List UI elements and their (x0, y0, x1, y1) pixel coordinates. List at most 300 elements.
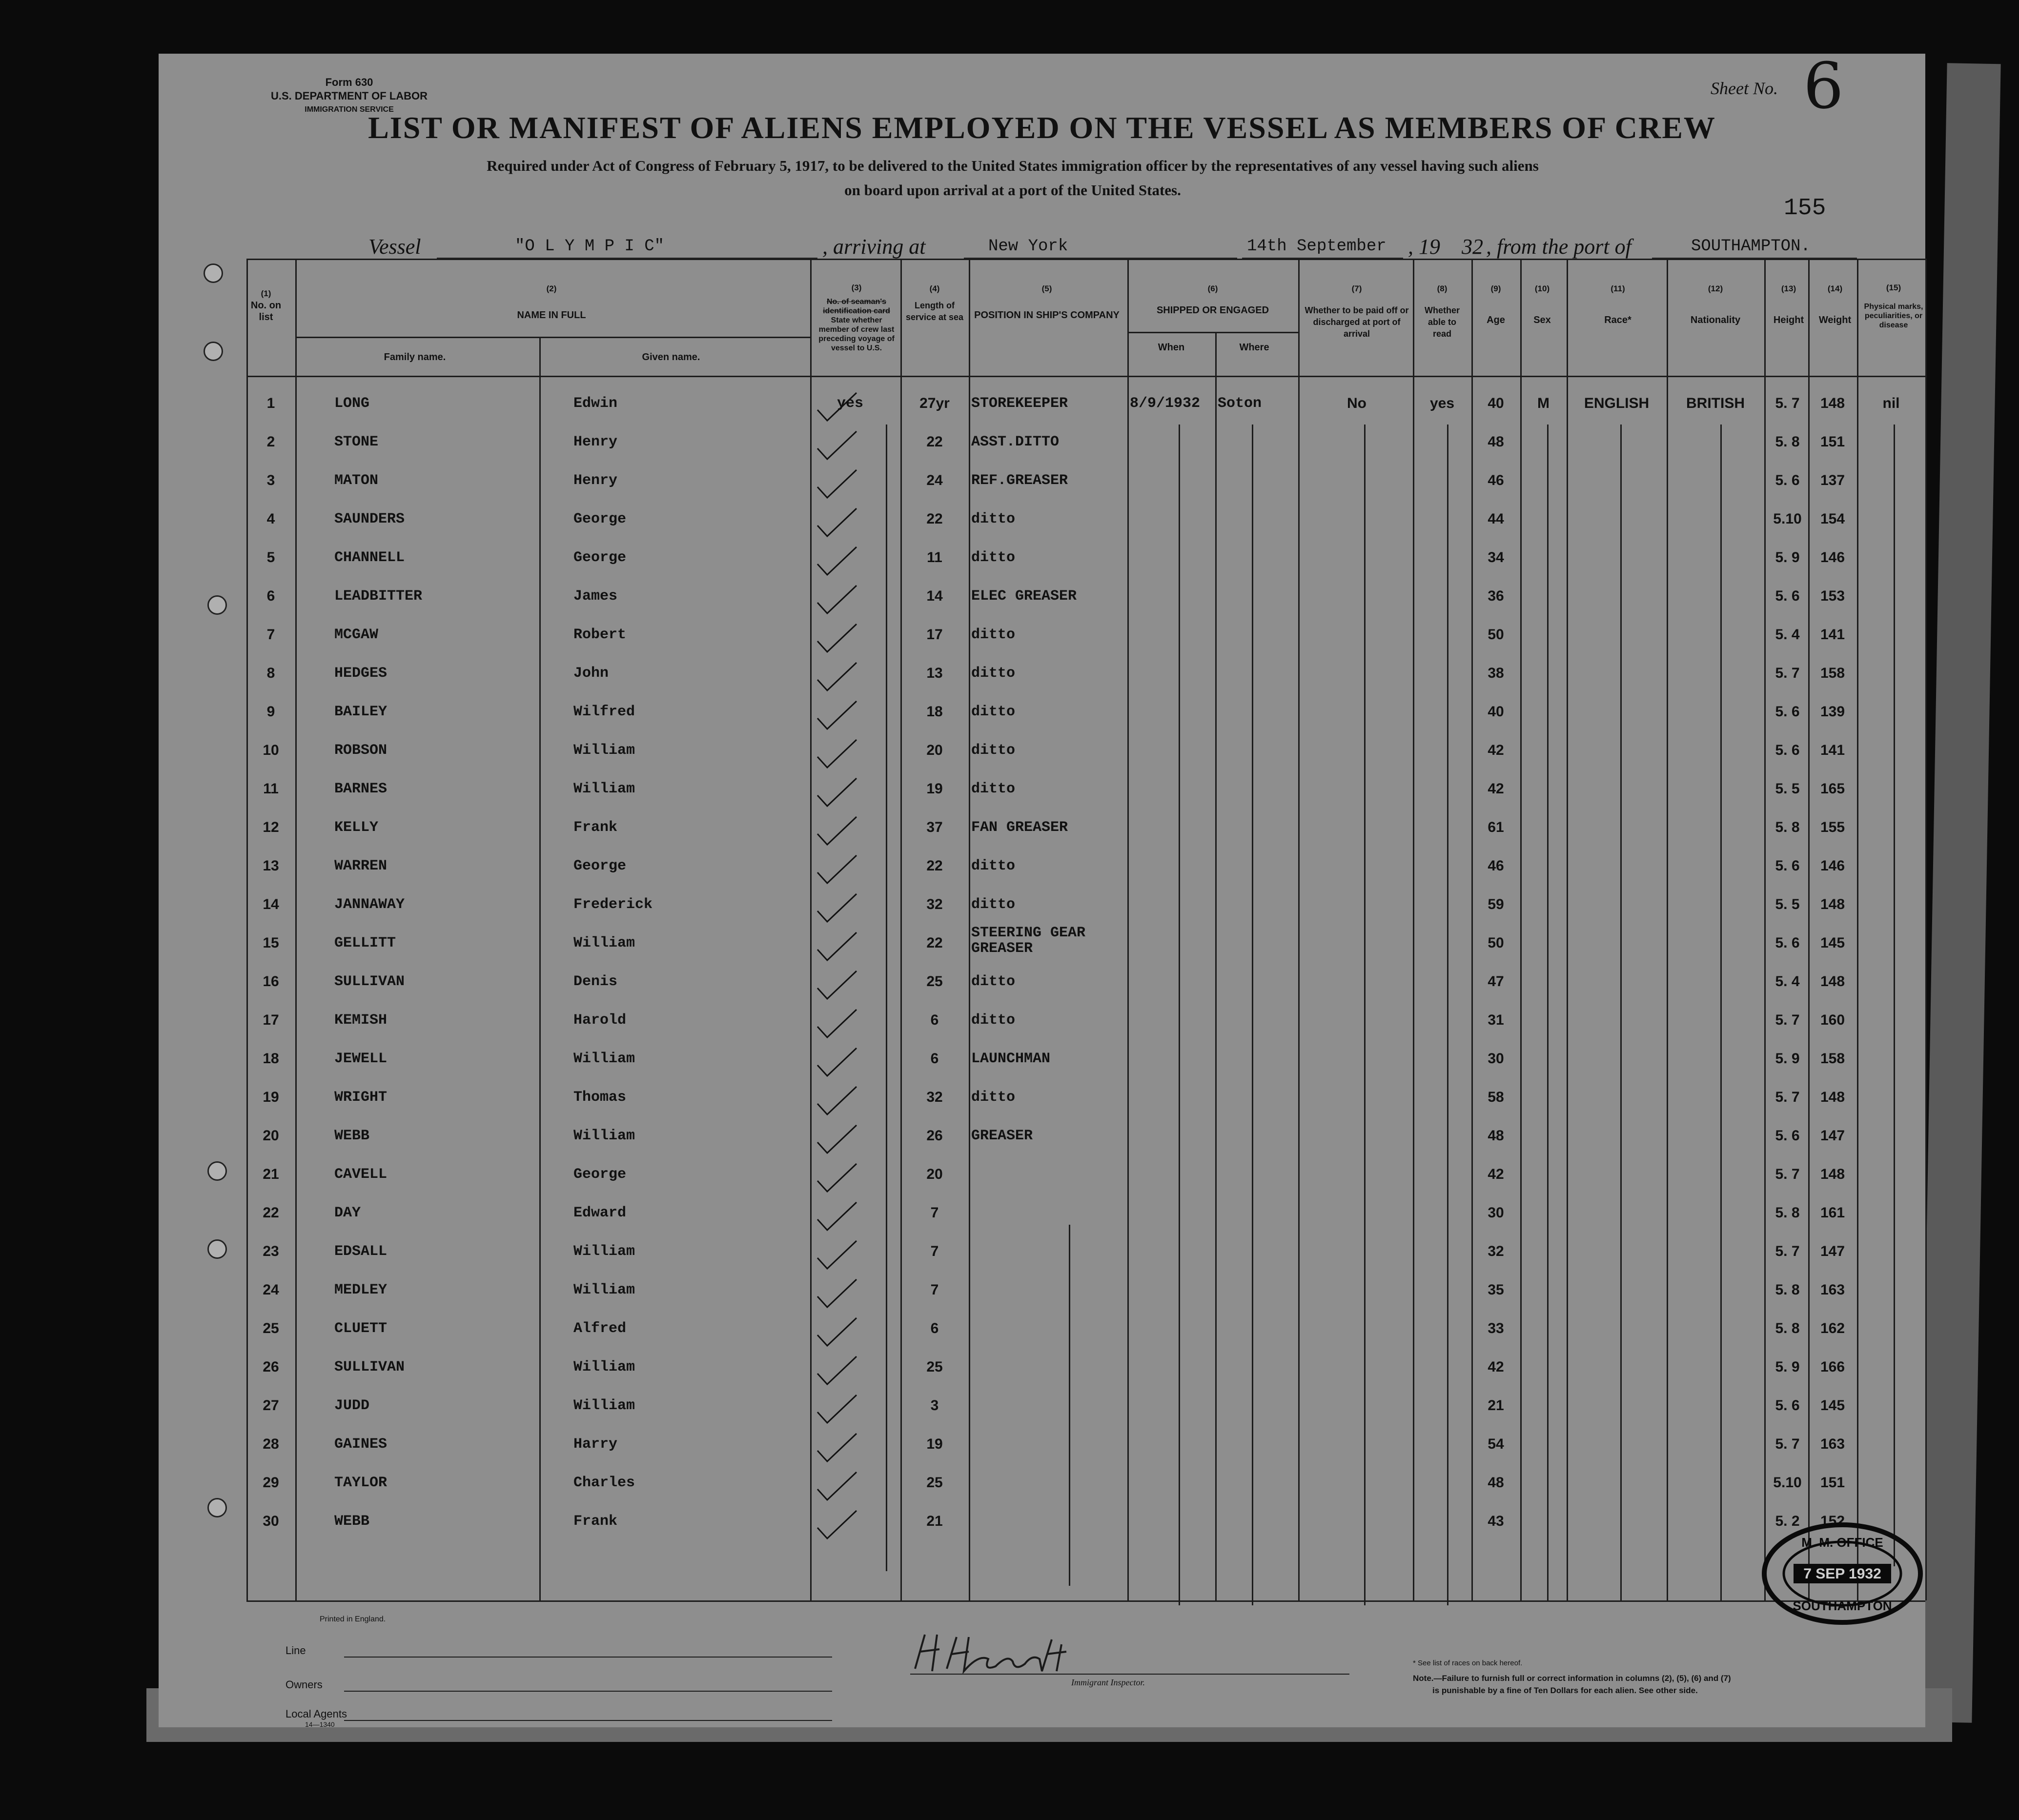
check-icon (815, 699, 859, 733)
given-name: Henry (573, 472, 618, 489)
position: ditto (971, 511, 1016, 527)
col-15-header: (15) Physical marks, peculiarities, or disease (1864, 283, 1923, 329)
age: 42 (1488, 781, 1504, 797)
previous-voyage: yes (837, 395, 864, 412)
check-icon (815, 1200, 859, 1234)
length-of-service: 7 (930, 1243, 939, 1259)
family-name: KELLY (334, 819, 379, 836)
given-name: George (573, 511, 627, 527)
read-ditto-line (1447, 425, 1448, 1605)
arrival-date: 14th September (1247, 237, 1387, 256)
given-name: William (573, 1397, 635, 1414)
check-icon (815, 506, 859, 540)
length-of-service: 17 (926, 627, 943, 643)
age: 46 (1488, 472, 1504, 488)
weight: 146 (1820, 549, 1845, 566)
check-icon (815, 1315, 859, 1350)
stamp-line-3: SOUTHAMPTON (1793, 1598, 1892, 1613)
row-number: 21 (263, 1166, 279, 1182)
length-of-service: 7 (930, 1205, 939, 1221)
height: 5. 6 (1775, 858, 1800, 874)
col-3-header: (3) No. of seaman's identification card State whether member of crew last preceding voyage of vessel to U.S. (818, 283, 895, 352)
family-name: CLUETT (334, 1320, 387, 1337)
given-name: William (573, 935, 635, 951)
given-name: William (573, 1282, 635, 1298)
check-icon (815, 1393, 859, 1427)
length-of-service: 6 (930, 1320, 939, 1336)
length-of-service: 20 (926, 742, 943, 758)
weight: 145 (1820, 935, 1845, 951)
weight: 139 (1820, 704, 1845, 720)
when-ditto-line (1179, 425, 1180, 1605)
table-row (159, 1272, 1925, 1311)
check-icon (815, 1431, 859, 1465)
age: 38 (1488, 665, 1504, 681)
given-name: Harry (573, 1436, 618, 1453)
length-of-service: 6 (930, 1051, 939, 1067)
row-number: 16 (263, 973, 279, 990)
check-icon (815, 583, 859, 617)
position: ditto (971, 896, 1016, 913)
weight: 165 (1820, 781, 1845, 797)
given-name: Frederick (573, 896, 653, 913)
weight: 137 (1820, 472, 1845, 488)
length-of-service: 3 (930, 1397, 939, 1414)
check-icon (815, 660, 859, 694)
table-row (159, 578, 1925, 617)
length-of-service: 24 (926, 472, 943, 488)
weight: 147 (1820, 1243, 1845, 1259)
age: 32 (1488, 1243, 1504, 1259)
department-label: U.S. DEPARTMENT OF LABOR (271, 90, 428, 102)
physical-marks: nil (1882, 395, 1900, 411)
age: 36 (1488, 588, 1504, 604)
length-of-service: 14 (926, 588, 943, 604)
owners-label: Owners (286, 1678, 323, 1691)
line-label: Line (286, 1644, 306, 1657)
year-suffix: 32 (1462, 235, 1483, 259)
manifest-sheet (159, 49, 1925, 1728)
length-of-service: 19 (926, 781, 943, 797)
col-5-header: (5) POSITION IN SHIP'S COMPANY (974, 284, 1120, 321)
weight: 141 (1820, 627, 1845, 643)
height: 5. 6 (1775, 588, 1800, 604)
table-bottom-rule (246, 1600, 1925, 1602)
given-name: Charles (573, 1475, 635, 1491)
printed-note: Printed in England. (320, 1615, 386, 1623)
row-number: 19 (263, 1089, 279, 1105)
weight: 148 (1820, 896, 1845, 912)
weight: 161 (1820, 1205, 1845, 1221)
length-of-service: 22 (926, 434, 943, 450)
where-ditto-line (1252, 425, 1253, 1605)
weight: 146 (1820, 858, 1845, 874)
given-name: Frank (573, 819, 618, 836)
stamp-line-2: 7 SEP 1932 (1803, 1566, 1881, 1582)
family-name-header: Family name. (384, 352, 446, 363)
height: 5.10 (1773, 511, 1802, 527)
height: 5. 8 (1775, 1320, 1800, 1336)
check-icon (815, 1084, 859, 1118)
given-name: Edwin (573, 395, 618, 412)
weight: 163 (1820, 1282, 1845, 1298)
age: 50 (1488, 627, 1504, 643)
weight: 153 (1820, 588, 1845, 604)
vessel-name: "O L Y M P I C" (515, 237, 665, 256)
shipped-when: 8/9/1932 (1130, 395, 1201, 412)
weight: 162 (1820, 1320, 1845, 1336)
check-icon (815, 853, 859, 887)
family-name: JANNAWAY (334, 896, 405, 913)
height: 5. 8 (1775, 1205, 1800, 1221)
marks-ditto-line (1894, 425, 1895, 1566)
inspector-signature (910, 1625, 1086, 1678)
row-number: 4 (266, 511, 275, 527)
col-9-header: (9) Age (1487, 284, 1505, 325)
table-row (159, 655, 1925, 694)
col-2-header: (2) NAME IN FULL (517, 284, 586, 321)
length-of-service: 27yr (919, 395, 950, 411)
note-line-2: is punishable by a fine of Ten Dollars for each alien. See other side. (1432, 1686, 1698, 1695)
family-name: LONG (334, 395, 370, 412)
height: 5. 9 (1775, 1359, 1800, 1375)
height: 5. 5 (1775, 896, 1800, 912)
row-number: 2 (266, 434, 275, 450)
height: 5. 8 (1775, 819, 1800, 835)
row-number: 26 (263, 1359, 279, 1375)
page-subtitle (354, 154, 1672, 202)
row-number: 22 (263, 1205, 279, 1221)
age: 46 (1488, 858, 1504, 874)
col-6-header: (6) SHIPPED OR ENGAGED (1156, 284, 1269, 316)
col-13-header: (13) Height (1773, 284, 1804, 325)
position: GREASER (971, 1128, 1033, 1144)
row-number: 1 (266, 395, 275, 411)
check-icon (815, 1277, 859, 1311)
position: ditto (971, 704, 1016, 720)
table-row (159, 694, 1925, 732)
col-10-header: (10) Sex (1533, 284, 1551, 325)
weight: 148 (1820, 1089, 1845, 1105)
row-number: 29 (263, 1475, 279, 1491)
family-name: GAINES (334, 1436, 387, 1453)
col-11-header: (11) Race* (1604, 284, 1632, 325)
height: 5. 7 (1775, 1012, 1800, 1028)
age: 42 (1488, 742, 1504, 758)
table-row (159, 809, 1925, 848)
check-icon (815, 390, 859, 425)
age: 48 (1488, 1128, 1504, 1144)
table-row (159, 617, 1925, 655)
height: 5. 2 (1775, 1513, 1800, 1529)
family-name: SAUNDERS (334, 511, 405, 527)
height: 5. 7 (1775, 395, 1800, 411)
position: REF.GREASER (971, 472, 1068, 489)
agents-label: Local Agents (286, 1708, 347, 1720)
age: 54 (1488, 1436, 1504, 1452)
length-of-service: 25 (926, 973, 943, 990)
length-of-service: 18 (926, 704, 943, 720)
position: ASST.DITTO (971, 434, 1060, 450)
arriving-port: New York (988, 237, 1068, 256)
height: 5. 7 (1775, 1166, 1800, 1182)
height: 5. 5 (1775, 781, 1800, 797)
length-of-service: 22 (926, 511, 943, 527)
from-port: SOUTHAMPTON. (1691, 237, 1811, 256)
shipped-subheader-rule (1127, 332, 1298, 333)
name-subheader-rule (295, 337, 810, 338)
given-name: William (573, 742, 635, 759)
row-number: 27 (263, 1397, 279, 1414)
race: ENGLISH (1584, 395, 1650, 411)
row-number: 20 (263, 1128, 279, 1144)
family-name: WEBB (334, 1513, 370, 1530)
age: 48 (1488, 434, 1504, 450)
family-name: GELLITT (334, 935, 396, 951)
table-row (159, 1002, 1925, 1041)
table-row (159, 1079, 1925, 1118)
table-row (159, 732, 1925, 771)
sex-ditto-line (1547, 425, 1549, 1600)
position: ditto (971, 1012, 1016, 1029)
family-name: BAILEY (334, 704, 387, 720)
age: 21 (1488, 1397, 1504, 1414)
family-name: WRIGHT (334, 1089, 387, 1106)
position: ditto (971, 858, 1016, 874)
length-of-service: 26 (926, 1128, 943, 1144)
table-row (159, 964, 1925, 1002)
given-name: Henry (573, 434, 618, 450)
check-icon (815, 891, 859, 926)
height: 5. 6 (1775, 1128, 1800, 1144)
table-row (159, 540, 1925, 578)
sheet-no-label: Sheet No. (1711, 79, 1778, 98)
col-14-header: (14) Weight (1818, 284, 1852, 325)
height: 5. 4 (1775, 973, 1800, 990)
row-number: 6 (266, 588, 275, 604)
given-name: William (573, 1051, 635, 1067)
check-icon (815, 776, 859, 810)
length-of-service: 6 (930, 1012, 939, 1028)
length-of-service: 22 (926, 858, 943, 874)
able-to-read: yes (1429, 395, 1455, 411)
age: 58 (1488, 1089, 1504, 1105)
age: 42 (1488, 1359, 1504, 1375)
age: 33 (1488, 1320, 1504, 1336)
age: 42 (1488, 1166, 1504, 1182)
weight: 158 (1820, 665, 1845, 681)
table-row (159, 424, 1925, 463)
height: 5. 9 (1775, 1051, 1800, 1067)
check-icon (815, 930, 859, 964)
row-number: 10 (263, 742, 279, 758)
check-icon (815, 622, 859, 656)
age: 61 (1488, 819, 1504, 835)
check-icon (815, 1161, 859, 1195)
table-row (159, 1041, 1925, 1079)
check-icon (815, 1007, 859, 1041)
position: ditto (971, 1089, 1016, 1106)
row-number: 5 (266, 549, 275, 566)
row-number: 12 (263, 819, 279, 835)
check-icon (815, 1238, 859, 1273)
check-icon (815, 1508, 859, 1542)
stamped-number: 155 (1784, 195, 1826, 222)
sheet-number: 6 (1803, 49, 1844, 123)
given-name: James (573, 588, 618, 605)
table-column-rule (1925, 259, 1927, 1600)
when-header: When (1158, 342, 1185, 353)
table-row (159, 1426, 1925, 1465)
length-of-service: 25 (926, 1359, 943, 1375)
nationality: BRITISH (1686, 395, 1745, 411)
page-title: LIST OR MANIFEST OF ALIENS EMPLOYED ON THE VESSEL AS MEMBERS OF CREW (368, 110, 1716, 145)
length-of-service: 32 (926, 1089, 943, 1105)
length-of-service: 37 (926, 819, 943, 835)
family-name: MATON (334, 472, 379, 489)
weight: 155 (1820, 819, 1845, 835)
position: STEERING GEAR GREASER (971, 925, 1086, 957)
family-name: MEDLEY (334, 1282, 387, 1298)
family-name: ROBSON (334, 742, 387, 759)
row-number: 3 (266, 472, 275, 488)
age: 48 (1488, 1475, 1504, 1491)
age: 30 (1488, 1205, 1504, 1221)
table-row (159, 925, 1925, 964)
row-number: 24 (263, 1282, 279, 1298)
weight: 151 (1820, 1475, 1845, 1491)
note-line-1: Note.—Failure to furnish full or correct information in columns (2), (5), (6) and (7) (1413, 1674, 1731, 1683)
check-icon (815, 429, 859, 463)
given-name: Edward (573, 1205, 627, 1221)
stamp-line-1: M. M. OFFICE (1801, 1535, 1883, 1550)
check-icon (815, 1354, 859, 1388)
height: 5. 8 (1775, 434, 1800, 450)
col-1-header: (1) No. on list (250, 289, 282, 323)
length-of-service: 11 (927, 549, 942, 566)
family-name: JEWELL (334, 1051, 387, 1067)
age: 43 (1488, 1513, 1504, 1529)
family-name: STONE (334, 434, 379, 450)
row-number: 25 (263, 1320, 279, 1336)
length-of-service: 32 (926, 896, 943, 912)
family-name: HEDGES (334, 665, 387, 682)
height: 5. 7 (1775, 1243, 1800, 1259)
row-number: 28 (263, 1436, 279, 1452)
row-number: 23 (263, 1243, 279, 1259)
position: FAN GREASER (971, 819, 1068, 836)
age: 50 (1488, 935, 1504, 951)
position: ditto (971, 973, 1016, 990)
given-name: George (573, 1166, 627, 1183)
row-number: 14 (263, 896, 279, 912)
table-row (159, 1311, 1925, 1349)
height: 5. 6 (1775, 704, 1800, 720)
weight: 158 (1820, 1051, 1845, 1067)
weight: 160 (1820, 1012, 1845, 1028)
height: 5. 7 (1775, 1089, 1800, 1105)
col-8-header: (8) Whether able to read (1425, 284, 1460, 339)
position: LAUNCHMAN (971, 1051, 1051, 1067)
vessel-label: Vessel (368, 235, 421, 259)
check-icon (815, 1046, 859, 1080)
row-number: 15 (263, 935, 279, 951)
check-icon (815, 467, 859, 502)
check-icon (815, 737, 859, 771)
given-name: Robert (573, 627, 627, 643)
table-row (159, 771, 1925, 809)
given-name: Frank (573, 1513, 618, 1530)
table-row (159, 1195, 1925, 1234)
given-name: William (573, 1243, 635, 1260)
check-icon (815, 1123, 859, 1157)
table-row (159, 1234, 1925, 1272)
subtitle-line-2: on board upon arrival at a port of the United States. (844, 182, 1181, 199)
row-number: 17 (263, 1012, 279, 1028)
position: ditto (971, 627, 1016, 643)
height: 5. 6 (1775, 935, 1800, 951)
given-name: William (573, 781, 635, 797)
height: 5. 6 (1775, 742, 1800, 758)
given-name: Thomas (573, 1089, 627, 1106)
weight: 152 (1820, 1513, 1845, 1529)
previous-voyage-ditto-line (886, 425, 887, 1571)
position: ditto (971, 549, 1016, 566)
from-label: , from the port of (1486, 235, 1632, 259)
family-name: SULLIVAN (334, 973, 405, 990)
weight: 166 (1820, 1359, 1845, 1375)
given-name: Wilfred (573, 704, 635, 720)
subtitle-line-1: Required under Act of Congress of February 5, 1917, to be delivered to the United States immigration officer by the representatives of any vessel having such aliens (487, 157, 1539, 174)
form-label: Form 630 (325, 76, 373, 88)
family-name: MCGAW (334, 627, 379, 643)
height: 5. 4 (1775, 627, 1800, 643)
length-of-service: 13 (926, 665, 943, 681)
length-of-service: 22 (926, 935, 943, 951)
row-number: 30 (263, 1513, 279, 1529)
given-name: Denis (573, 973, 618, 990)
table-row (159, 887, 1925, 925)
inspector-label: Immigrant Inspector. (1071, 1678, 1145, 1687)
length-of-service: 25 (926, 1475, 943, 1491)
age: 40 (1488, 704, 1504, 720)
weight: 148 (1820, 1166, 1845, 1182)
position: ditto (971, 781, 1016, 797)
given-name: William (573, 1359, 635, 1375)
weight: 147 (1820, 1128, 1845, 1144)
height: 5. 6 (1775, 1397, 1800, 1414)
nationality-ditto-line (1720, 425, 1722, 1600)
background-sheet (1918, 63, 2000, 1722)
age: 34 (1488, 549, 1504, 566)
table-top-rule (246, 259, 1925, 260)
weight: 163 (1820, 1436, 1845, 1452)
age: 30 (1488, 1051, 1504, 1067)
weight: 145 (1820, 1397, 1845, 1414)
race-ditto-line (1620, 425, 1622, 1600)
races-note: * See list of races on back hereof. (1413, 1659, 1523, 1667)
given-name-header: Given name. (642, 352, 700, 363)
given-name: George (573, 549, 627, 566)
col-7-header: (7) Whether to be paid off or discharged at port of arrival (1305, 284, 1409, 339)
weight: 148 (1820, 973, 1845, 990)
length-of-service: 20 (926, 1166, 943, 1182)
given-name: George (573, 858, 627, 874)
row-number: 7 (266, 627, 275, 643)
table-row (159, 463, 1925, 501)
family-name: CAVELL (334, 1166, 387, 1183)
given-name: Harold (573, 1012, 627, 1029)
